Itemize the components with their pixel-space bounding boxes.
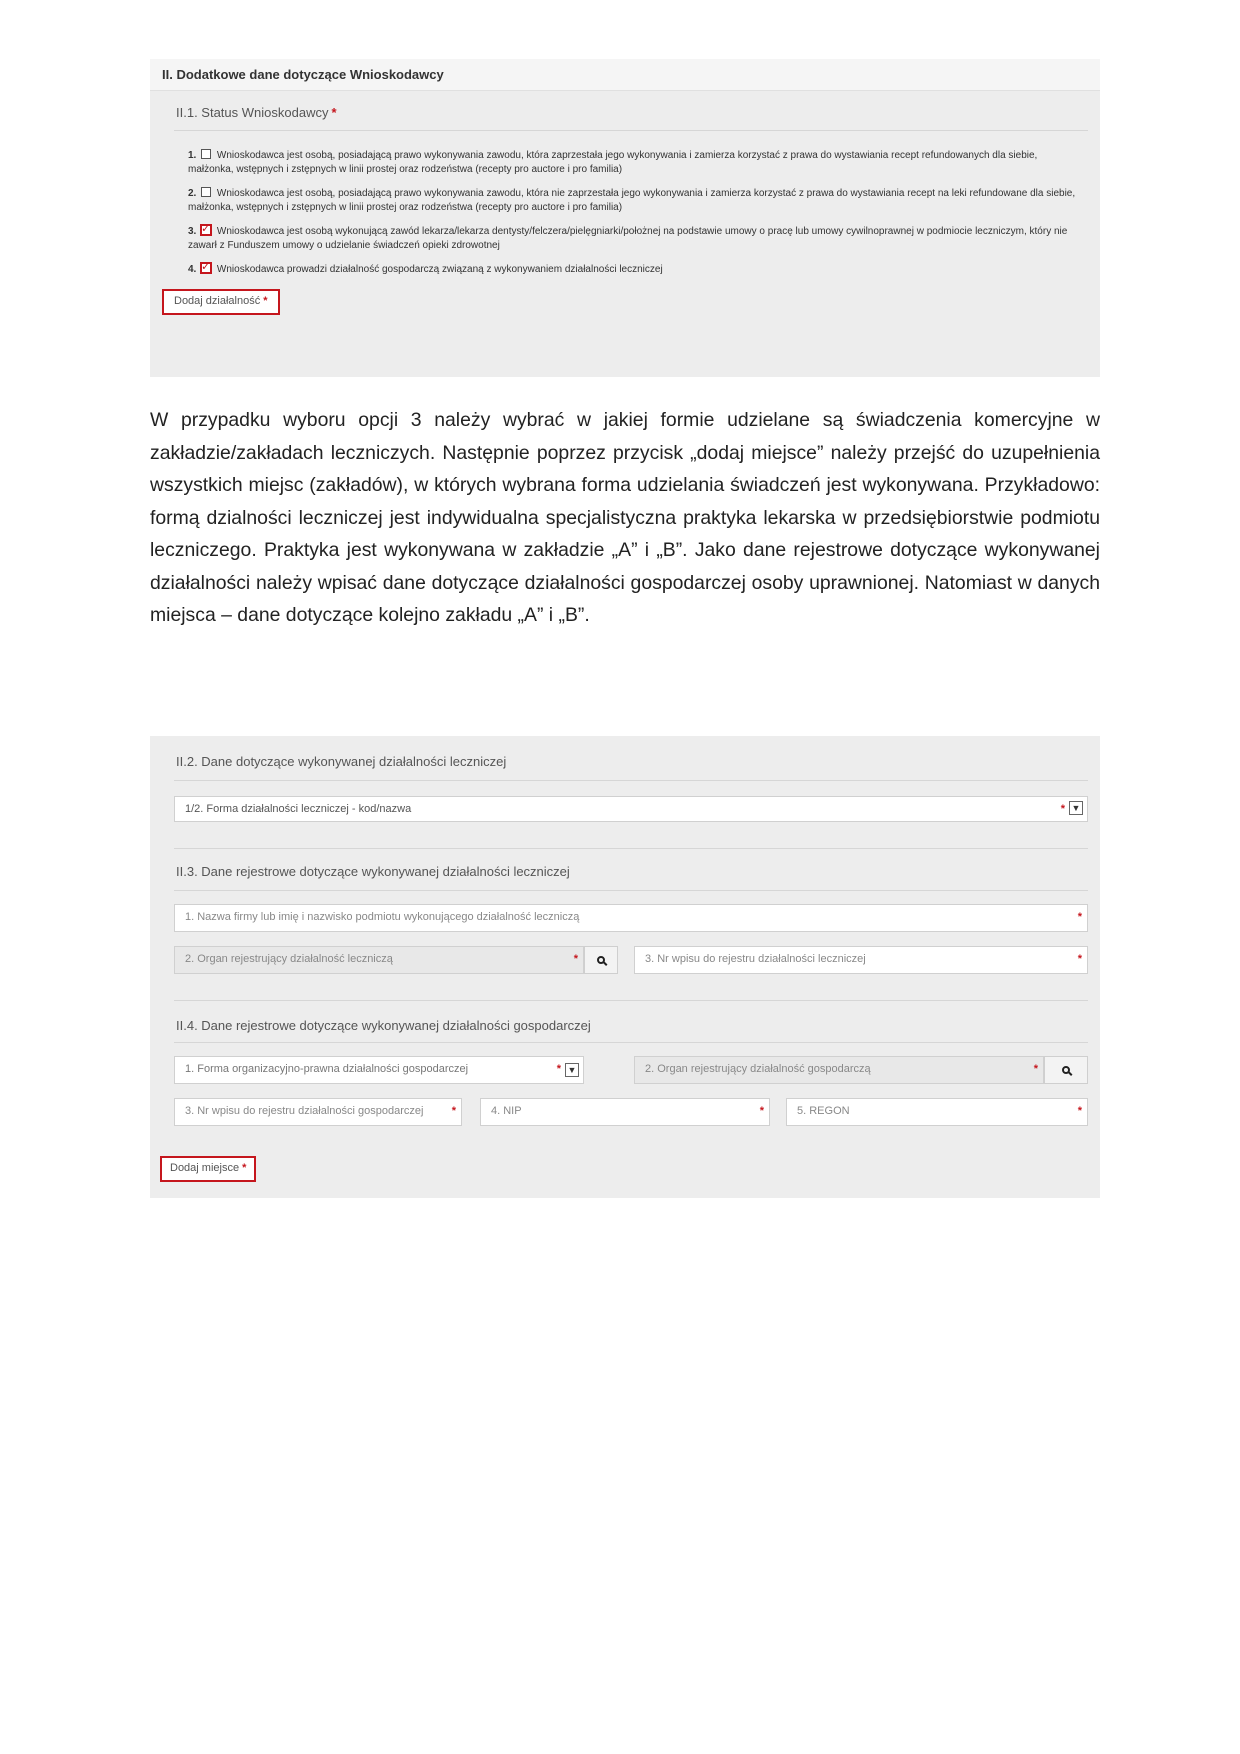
- section-title-status: [150, 105, 1100, 120]
- option-number: 1.: [188, 150, 197, 161]
- required-mark: *: [1077, 953, 1082, 965]
- divider: [174, 780, 1088, 781]
- required-mark: *: [451, 1105, 456, 1117]
- nip-input[interactable]: [480, 1098, 770, 1126]
- option-2: [188, 187, 1078, 215]
- medical-registry-number-input[interactable]: [634, 946, 1088, 974]
- select-placeholder: 1/2. Forma działalności leczniczej - kod/nazwa: [185, 803, 412, 815]
- field-placeholder: 4. NIP: [491, 1105, 522, 1117]
- regon-input[interactable]: [786, 1098, 1088, 1126]
- registration-form-screenshot: [150, 736, 1100, 1198]
- field-placeholder: 2. Organ rejestrujący działalność gospodarczą: [645, 1063, 871, 1075]
- checkbox-option-2[interactable]: [201, 187, 211, 197]
- field-placeholder: 5. REGON: [797, 1105, 850, 1117]
- divider: [174, 890, 1088, 891]
- field-placeholder: 1. Forma organizacyjno-prawna działalności gospodarczej: [185, 1063, 469, 1075]
- option-text: Wnioskodawca jest osobą, posiadającą prawo wykonywania zawodu, która zaprzestała jego wykonywania i zamierza korzystać z prawa do wystawiania recept refundowanych dla siebie, małżonka, wstępnych i zstępnych w linii prostej oraz rodzeństwa (recepty pro auctore i pro familia): [188, 150, 1038, 175]
- checkbox-option-3[interactable]: [201, 225, 211, 235]
- required-mark: *: [573, 953, 578, 965]
- checkbox-option-1[interactable]: [201, 149, 211, 159]
- chevron-down-icon[interactable]: ▼: [565, 1063, 579, 1077]
- chevron-down-icon[interactable]: ▼: [1069, 801, 1083, 815]
- legal-form-select[interactable]: [174, 1056, 584, 1084]
- section-header: II. Dodatkowe dane dotyczące Wnioskodawcy: [150, 59, 1100, 91]
- required-mark: *: [1077, 911, 1082, 923]
- add-activity-label: Dodaj działalność: [174, 295, 261, 307]
- field-placeholder: 2. Organ rejestrujący działalność leczniczą: [185, 953, 393, 965]
- required-mark: *: [1033, 1063, 1038, 1075]
- search-icon: [597, 956, 605, 964]
- add-place-button[interactable]: [160, 1156, 256, 1182]
- business-registry-organ-input[interactable]: [634, 1056, 1044, 1084]
- required-mark: *: [759, 1105, 764, 1117]
- required-mark: *: [1077, 1105, 1082, 1117]
- option-number: 4.: [188, 264, 197, 275]
- field-placeholder: 3. Nr wpisu do rejestru działalności gospodarczej: [185, 1105, 424, 1117]
- checkbox-option-4[interactable]: [201, 263, 211, 273]
- section-title-ii3: II.3. Dane rejestrowe dotyczące wykonywanej działalności leczniczej: [176, 864, 570, 879]
- required-mark: *: [331, 105, 337, 120]
- entity-name-input[interactable]: [174, 904, 1088, 932]
- add-activity-button[interactable]: [162, 289, 280, 315]
- divider: [174, 1042, 1088, 1043]
- divider: [174, 848, 1088, 849]
- required-mark: *: [263, 295, 268, 307]
- section-title-text: II.1. Status Wnioskodawcy: [176, 105, 329, 120]
- field-placeholder: 3. Nr wpisu do rejestru działalności leczniczej: [645, 953, 866, 965]
- divider: [174, 1000, 1088, 1001]
- business-registry-number-input[interactable]: [174, 1098, 462, 1126]
- option-text: Wnioskodawca prowadzi działalność gospodarczą związaną z wykonywaniem działalności leczniczej: [216, 264, 663, 275]
- option-text: Wnioskodawca jest osobą, posiadającą prawo wykonywania zawodu, która nie zaprzestała jego wykonywania i zamierza korzystać z prawa do wystawiania recept na leki refundowane dla siebie, małżonka, wstępnych i zstępnych w linii prostej oraz rodzeństwa (recepty pro auctore i pro familia): [188, 188, 1076, 213]
- instruction-paragraph: W przypadku wyboru opcji 3 należy wybrać w jakiej formie udzielane są świadczenia komercyjne w zakładzie/zakładach leczniczych. Następnie poprzez przycisk „dodaj miejsce” należy przejść do uzupełnienia wszystkich miejsc (zakładów), w których wybrana forma udzielania świadczeń jest wykonywana. Przykładowo: formą dzialności leczniczej jest indywidualna specjalistyczna praktyka lekarska w przedsiębiorstwie podmiotu leczniczego. Praktyka jest wykonywana w zakładzie „A” i „B”. Jako dane rejestrowe dotyczące wykonywanej działalności należy wpisać dane dotyczące działalności gospodarczej osoby uprawnionej. Natomiast w danych miejsca – dane dotyczące kolejno zakładu „A” i „B”.: [150, 409, 1100, 626]
- option-number: 2.: [188, 188, 197, 199]
- status-form-screenshot: [150, 59, 1100, 377]
- medical-registry-organ-input[interactable]: [174, 946, 584, 974]
- required-mark: *: [242, 1162, 247, 1174]
- field-placeholder: 1. Nazwa firmy lub imię i nazwisko podmiotu wykonującego działalność leczniczą: [185, 911, 580, 923]
- search-organ-button[interactable]: [584, 946, 618, 974]
- option-number: 3.: [188, 226, 197, 237]
- medical-activity-form-select[interactable]: [174, 796, 1088, 822]
- search-icon: [1062, 1066, 1070, 1074]
- section-title-ii4: II.4. Dane rejestrowe dotyczące wykonywanej działalności gospodarczej: [176, 1018, 591, 1033]
- search-business-organ-button[interactable]: [1044, 1056, 1088, 1084]
- option-4: [188, 263, 1078, 277]
- section-title-ii2: II.2. Dane dotyczące wykonywanej działalności leczniczej: [176, 754, 507, 769]
- add-place-label: Dodaj miejsce: [170, 1162, 240, 1174]
- required-mark: *: [1060, 803, 1065, 815]
- option-3: [188, 225, 1078, 253]
- option-text: Wnioskodawca jest osobą wykonującą zawód lekarza/lekarza dentysty/felczera/pielęgniarki/położnej na podstawie umowy o pracę lub umowy cywilnoprawnej w podmiocie leczniczym, który nie zawarł z Funduszem umowy o udzielanie świadczeń opieki zdrowotnej: [188, 226, 1068, 251]
- required-mark: *: [556, 1063, 561, 1075]
- option-1: [188, 149, 1078, 177]
